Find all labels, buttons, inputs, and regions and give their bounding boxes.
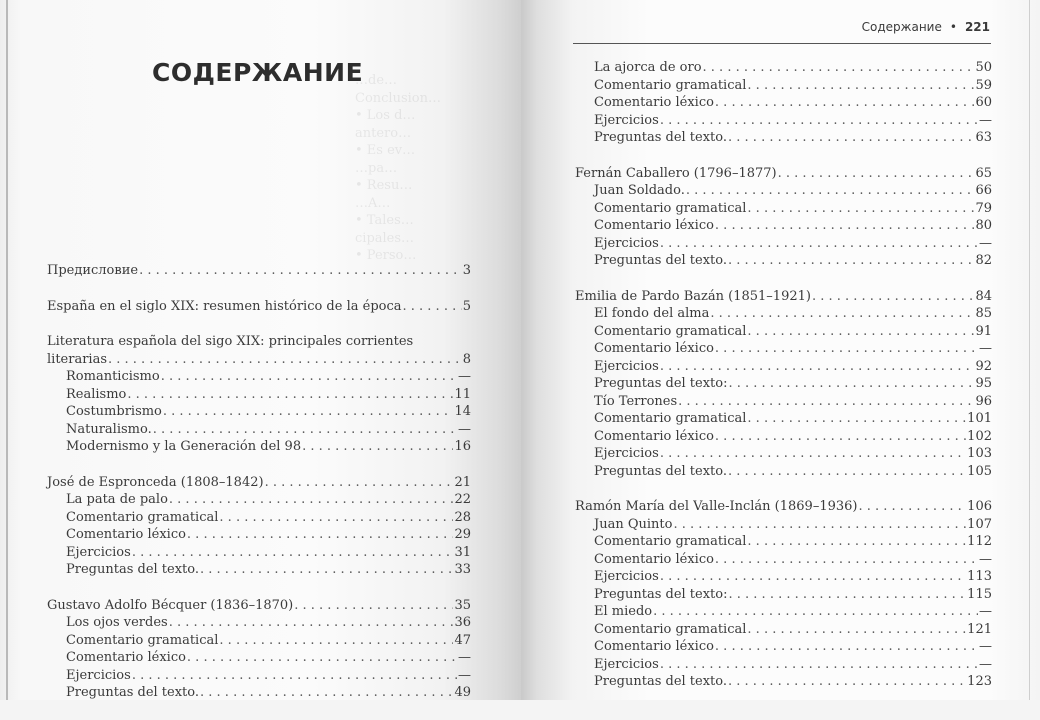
toc-entry-label: Comentario gramatical bbox=[594, 534, 747, 549]
toc-entry-label: Предисловие bbox=[47, 263, 139, 278]
toc-entry-label: El fondo del alma bbox=[594, 306, 710, 321]
toc-entry-label: Preguntas del texto: bbox=[594, 586, 728, 602]
toc-group bbox=[575, 165, 992, 270]
toc-group bbox=[575, 288, 992, 481]
toc-entry-subsection[interactable] bbox=[575, 393, 992, 411]
toc-entry-section[interactable] bbox=[47, 298, 471, 316]
toc-entry-label: Gustavo Adolfo Bécquer (1836–1870) bbox=[47, 597, 294, 613]
toc-page-number: 95 bbox=[975, 376, 992, 391]
toc-entry-label: Los ojos verdes bbox=[66, 615, 168, 630]
dot-leader bbox=[660, 656, 978, 674]
toc-entry-subsection[interactable] bbox=[575, 94, 992, 112]
toc-page-number: 101 bbox=[967, 411, 992, 426]
toc-page-number: 63 bbox=[975, 130, 992, 145]
dot-leader bbox=[728, 252, 974, 270]
toc-page-number: 8 bbox=[462, 351, 471, 367]
page-number: 221 bbox=[964, 20, 990, 34]
bleed-line: …A… bbox=[355, 195, 391, 211]
toc-entry-label: La ajorca de oro bbox=[594, 60, 702, 75]
toc-page-number: — bbox=[979, 235, 992, 251]
toc-page-number: 103 bbox=[967, 446, 992, 461]
dot-leader bbox=[747, 77, 974, 95]
toc-page-number: — bbox=[979, 604, 992, 619]
toc-page-number: 113 bbox=[967, 569, 992, 584]
toc-page-number: — bbox=[979, 656, 992, 672]
toc-entry-subsection[interactable] bbox=[47, 386, 471, 404]
toc-entry-subsection[interactable] bbox=[575, 112, 992, 130]
dot-leader bbox=[715, 638, 978, 656]
toc-entry-label: Romanticismo bbox=[66, 369, 160, 384]
toc-entry-label: Ejercicios bbox=[594, 112, 659, 128]
toc-entry-label: Preguntas del texto. bbox=[594, 130, 728, 145]
toc-page-number: 66 bbox=[975, 183, 992, 198]
bleed-line: • Los d… bbox=[355, 108, 416, 123]
dot-leader bbox=[747, 410, 966, 428]
toc-entry-label: Ramón María del Valle-Inclán (1869–1936) bbox=[575, 499, 858, 514]
toc-entry-subsection[interactable] bbox=[47, 509, 471, 527]
toc-page-number: 31 bbox=[454, 544, 471, 560]
toc-entry-label: Ejercicios bbox=[594, 446, 659, 461]
dot-leader bbox=[686, 182, 975, 200]
toc-entry-subsection[interactable] bbox=[47, 438, 471, 456]
bleed-line: • Tales… bbox=[355, 213, 414, 228]
toc-entry-label: Emilia de Pardo Bazán (1851–1921) bbox=[575, 288, 811, 304]
dot-leader bbox=[294, 597, 453, 615]
dot-leader bbox=[660, 358, 975, 376]
header-rule bbox=[573, 43, 991, 44]
toc-entry-subsection[interactable] bbox=[47, 561, 471, 579]
dot-leader bbox=[673, 516, 966, 534]
toc-entry-subsection[interactable] bbox=[575, 375, 992, 393]
toc-page-number: 14 bbox=[454, 404, 471, 419]
toc-entry-section[interactable] bbox=[575, 498, 992, 516]
bleed-line: • Resu… bbox=[355, 178, 413, 193]
dot-leader bbox=[715, 217, 975, 235]
toc-entry-label: Comentario léxico bbox=[66, 527, 186, 542]
dot-leader bbox=[812, 288, 975, 306]
toc-page-number: 96 bbox=[975, 393, 992, 409]
dot-leader bbox=[139, 262, 462, 280]
toc-entry-subsection[interactable] bbox=[575, 59, 992, 77]
toc-page-number: 49 bbox=[454, 685, 471, 700]
dot-leader bbox=[678, 393, 974, 411]
toc-entry-label: Comentario léxico bbox=[594, 551, 714, 567]
toc-entry-subsection[interactable] bbox=[47, 368, 471, 386]
toc-entry-subsection[interactable] bbox=[575, 235, 992, 253]
toc-page-number: 47 bbox=[454, 632, 471, 648]
dot-leader bbox=[660, 568, 966, 586]
bleed-line: …de… bbox=[355, 73, 398, 88]
dot-leader bbox=[729, 586, 967, 604]
toc-page-number: 84 bbox=[975, 288, 992, 304]
toc-entry-subsection[interactable] bbox=[575, 586, 992, 604]
toc-page-number: — bbox=[979, 112, 992, 128]
toc-group bbox=[575, 59, 992, 147]
toc-entry-label: España en el siglo XIX: resumen histórico de la época bbox=[47, 298, 402, 314]
toc-entry-subsection[interactable] bbox=[47, 667, 471, 685]
toc-page-number: — bbox=[979, 639, 992, 654]
dot-leader bbox=[729, 375, 975, 393]
toc-entry-section[interactable] bbox=[47, 333, 471, 351]
toc-entry-subsection[interactable] bbox=[575, 358, 992, 376]
toc-entry-label: Preguntas del texto. bbox=[66, 562, 200, 577]
dot-leader bbox=[219, 509, 453, 527]
toc-page-number: 115 bbox=[967, 586, 992, 602]
dot-leader bbox=[219, 632, 453, 650]
dot-leader bbox=[127, 386, 453, 404]
toc-entry-label: Preguntas del texto. bbox=[66, 685, 200, 700]
left-page bbox=[0, 0, 521, 700]
toc-entry-subsection[interactable] bbox=[47, 684, 471, 702]
toc-page-number: 112 bbox=[967, 534, 992, 549]
toc-group bbox=[47, 298, 471, 316]
toc-page-number: 50 bbox=[975, 60, 992, 75]
dot-leader bbox=[265, 474, 454, 492]
toc-entry-subsection[interactable] bbox=[47, 632, 471, 650]
toc-entry-label: Ejercicios bbox=[594, 358, 659, 374]
dot-leader bbox=[715, 94, 975, 112]
toc-page-number: 65 bbox=[975, 165, 992, 181]
toc-page-number: — bbox=[458, 667, 471, 683]
dot-leader bbox=[169, 491, 454, 509]
dot-leader bbox=[747, 323, 974, 341]
toc-entry-subsection[interactable] bbox=[575, 516, 992, 534]
toc-entry-label: Comentario léxico bbox=[594, 341, 714, 356]
toc-entry-label: Comentario gramatical bbox=[66, 632, 219, 648]
toc-entry-label: Ejercicios bbox=[594, 656, 659, 672]
dot-leader bbox=[715, 428, 966, 446]
toc-entry-subsection[interactable] bbox=[575, 77, 992, 95]
toc-page-number: 80 bbox=[975, 218, 992, 233]
bleed-line: • Es ev… bbox=[355, 143, 416, 158]
toc-entry-section[interactable] bbox=[47, 262, 471, 280]
toc-entry-label: Fernán Caballero (1796–1877) bbox=[575, 165, 777, 181]
dot-leader bbox=[403, 298, 462, 316]
toc-entry-section[interactable] bbox=[47, 597, 471, 615]
dot-leader bbox=[660, 112, 978, 130]
toc-page-number: 79 bbox=[975, 200, 992, 216]
toc-entry-label: Comentario léxico bbox=[594, 428, 714, 444]
toc-page-number: 16 bbox=[454, 439, 471, 454]
toc-entry-subsection[interactable] bbox=[575, 603, 992, 621]
toc-entry-section[interactable] bbox=[47, 351, 471, 369]
toc-entry-label: Comentario gramatical bbox=[594, 323, 747, 339]
toc-page-number: 102 bbox=[967, 428, 992, 444]
toc-page-number: 35 bbox=[454, 597, 471, 613]
toc-entry-label: Preguntas del texto. bbox=[594, 253, 728, 268]
toc-page-number: 36 bbox=[454, 615, 471, 630]
toc-entry-label: Costumbrismo bbox=[66, 404, 162, 419]
toc-entry-subsection[interactable] bbox=[47, 421, 471, 439]
toc-entry-label: Juan Quinto bbox=[594, 516, 673, 532]
toc-entry-subsection[interactable] bbox=[575, 340, 992, 358]
toc-entry-subsection[interactable] bbox=[575, 673, 992, 691]
toc-group bbox=[47, 597, 471, 702]
dot-leader bbox=[747, 621, 966, 639]
toc-page-number: 3 bbox=[462, 263, 471, 278]
toc-page-number: 33 bbox=[454, 562, 471, 577]
toc-page-number: 106 bbox=[967, 499, 992, 514]
dot-leader bbox=[778, 165, 975, 183]
toc-page-number: 121 bbox=[967, 621, 992, 637]
toc-entry-subsection[interactable] bbox=[575, 656, 992, 674]
toc-entry-subsection[interactable] bbox=[575, 428, 992, 446]
dot-leader bbox=[728, 673, 966, 691]
bleed-line: • Perso… bbox=[355, 248, 417, 263]
toc-right bbox=[575, 59, 992, 709]
toc-entry-subsection[interactable] bbox=[47, 544, 471, 562]
toc-entry-label: Ejercicios bbox=[594, 235, 659, 251]
toc-entry-label: El miedo bbox=[594, 604, 653, 619]
dot-leader bbox=[132, 667, 457, 685]
dot-leader bbox=[747, 200, 974, 218]
dot-leader bbox=[858, 498, 966, 516]
dot-leader bbox=[703, 59, 975, 77]
toc-page-number: 21 bbox=[454, 474, 471, 490]
toc-entry-label: literarias bbox=[47, 351, 107, 367]
toc-page-number: 85 bbox=[975, 306, 992, 321]
dot-leader bbox=[169, 614, 454, 632]
running-head bbox=[862, 20, 990, 34]
toc-entry-subsection[interactable] bbox=[575, 445, 992, 463]
toc-entry-subsection[interactable] bbox=[47, 526, 471, 544]
toc-page-number: 22 bbox=[454, 492, 471, 507]
running-head-section: Содержание bbox=[861, 20, 942, 34]
toc-entry-label: Preguntas del texto: bbox=[594, 376, 728, 391]
toc-entry-subsection[interactable] bbox=[575, 551, 992, 569]
toc-group bbox=[47, 333, 471, 456]
toc-entry-label: Preguntas del texto. bbox=[594, 674, 728, 689]
toc-entry-subsection[interactable] bbox=[47, 403, 471, 421]
dot-leader bbox=[728, 463, 966, 481]
toc-entry-label: Juan Soldado. bbox=[594, 183, 685, 198]
toc-entry-subsection[interactable] bbox=[47, 649, 471, 667]
toc-entry-subsection[interactable] bbox=[575, 621, 992, 639]
toc-page-number: 91 bbox=[975, 323, 992, 339]
toc-entry-subsection[interactable] bbox=[575, 129, 992, 147]
toc-entry-subsection[interactable] bbox=[575, 568, 992, 586]
toc-entry-section[interactable] bbox=[47, 474, 471, 492]
toc-entry-label: Realismo bbox=[66, 386, 127, 402]
toc-group bbox=[47, 474, 471, 579]
toc-left bbox=[47, 262, 471, 720]
dot-leader bbox=[200, 561, 453, 579]
toc-page-number: 123 bbox=[967, 674, 992, 689]
dot-leader bbox=[153, 421, 457, 439]
toc-entry-subsection[interactable] bbox=[575, 323, 992, 341]
toc-entry-subsection[interactable] bbox=[575, 217, 992, 235]
toc-entry-label: Literatura española del sigo XIX: principales corrientes bbox=[47, 334, 414, 349]
toc-entry-subsection[interactable] bbox=[575, 305, 992, 323]
toc-entry-label: Comentario léxico bbox=[594, 639, 714, 654]
toc-entry-label: Naturalismo. bbox=[66, 421, 152, 437]
toc-entry-subsection[interactable] bbox=[575, 252, 992, 270]
bleed-line: antero… bbox=[355, 125, 412, 141]
running-head-separator: • bbox=[949, 20, 957, 34]
dot-leader bbox=[200, 684, 453, 702]
toc-entry-label: Comentario gramatical bbox=[594, 77, 747, 93]
toc-entry-section[interactable] bbox=[575, 288, 992, 306]
dot-leader bbox=[163, 403, 454, 421]
toc-page-number: — bbox=[458, 650, 471, 665]
toc-page-number: 5 bbox=[462, 298, 471, 314]
dot-leader bbox=[715, 340, 978, 358]
toc-entry-subsection[interactable] bbox=[47, 491, 471, 509]
toc-page-number: 28 bbox=[454, 509, 471, 525]
toc-entry-label: Tío Terrones bbox=[594, 393, 678, 409]
toc-page-number: 82 bbox=[975, 253, 992, 268]
dot-leader bbox=[710, 305, 974, 323]
dot-leader bbox=[108, 351, 462, 369]
toc-page-number: — bbox=[979, 551, 992, 567]
toc-entry-section[interactable] bbox=[575, 165, 992, 183]
toc-entry-label: Ejercicios bbox=[66, 544, 131, 560]
toc-group bbox=[47, 262, 471, 280]
toc-entry-subsection[interactable] bbox=[575, 638, 992, 656]
toc-entry-subsection[interactable] bbox=[575, 463, 992, 481]
toc-entry-label: Modernismo y la Generación del 98 bbox=[66, 439, 302, 454]
dot-leader bbox=[302, 438, 453, 456]
dot-leader bbox=[187, 649, 457, 667]
toc-entry-subsection[interactable] bbox=[575, 182, 992, 200]
dot-leader bbox=[728, 129, 974, 147]
dot-leader bbox=[660, 235, 978, 253]
toc-page-number: 105 bbox=[967, 463, 992, 479]
toc-entry-subsection[interactable] bbox=[575, 533, 992, 551]
page-title: СОДЕРЖАНИЕ bbox=[152, 58, 364, 87]
toc-entry-subsection[interactable] bbox=[47, 614, 471, 632]
toc-entry-label: Comentario gramatical bbox=[594, 200, 747, 216]
toc-page-number: — bbox=[458, 421, 471, 437]
dot-leader bbox=[653, 603, 978, 621]
toc-page-number: 60 bbox=[975, 95, 992, 110]
dot-leader bbox=[161, 368, 457, 386]
toc-entry-label: La pata de palo bbox=[66, 492, 168, 507]
toc-page-number: 107 bbox=[967, 516, 992, 532]
dot-leader bbox=[187, 526, 454, 544]
toc-page-number: 92 bbox=[975, 358, 992, 374]
toc-page-number: — bbox=[979, 341, 992, 356]
toc-entry-label: Ejercicios bbox=[594, 569, 659, 584]
right-page bbox=[521, 0, 1040, 700]
toc-group bbox=[575, 498, 992, 691]
toc-page-number: 59 bbox=[975, 77, 992, 93]
toc-entry-label: Comentario gramatical bbox=[594, 411, 747, 426]
toc-entry-label: Comentario léxico bbox=[594, 218, 714, 233]
bleed-line: Conclusion… bbox=[355, 90, 441, 106]
toc-entry-label: Ejercicios bbox=[66, 667, 131, 683]
toc-entry-label: Comentario gramatical bbox=[594, 621, 747, 637]
bleed-line: cipales… bbox=[355, 230, 415, 246]
toc-entry-subsection[interactable] bbox=[575, 410, 992, 428]
toc-page-number: 11 bbox=[454, 386, 471, 402]
toc-page-number: 29 bbox=[454, 527, 471, 542]
toc-page-number: — bbox=[458, 369, 471, 384]
bleed-line: …pa… bbox=[355, 160, 398, 176]
dot-leader bbox=[715, 551, 978, 569]
toc-entry-label: José de Espronceda (1808–1842) bbox=[47, 474, 264, 490]
toc-entry-label: Preguntas del texto. bbox=[594, 463, 728, 479]
dot-leader bbox=[132, 544, 454, 562]
dot-leader bbox=[747, 533, 966, 551]
toc-entry-label: Comentario gramatical bbox=[66, 509, 219, 525]
dot-leader bbox=[660, 445, 966, 463]
toc-entry-subsection[interactable] bbox=[575, 200, 992, 218]
toc-entry-label: Comentario léxico bbox=[66, 650, 186, 665]
toc-entry-label: Comentario léxico bbox=[594, 95, 714, 110]
